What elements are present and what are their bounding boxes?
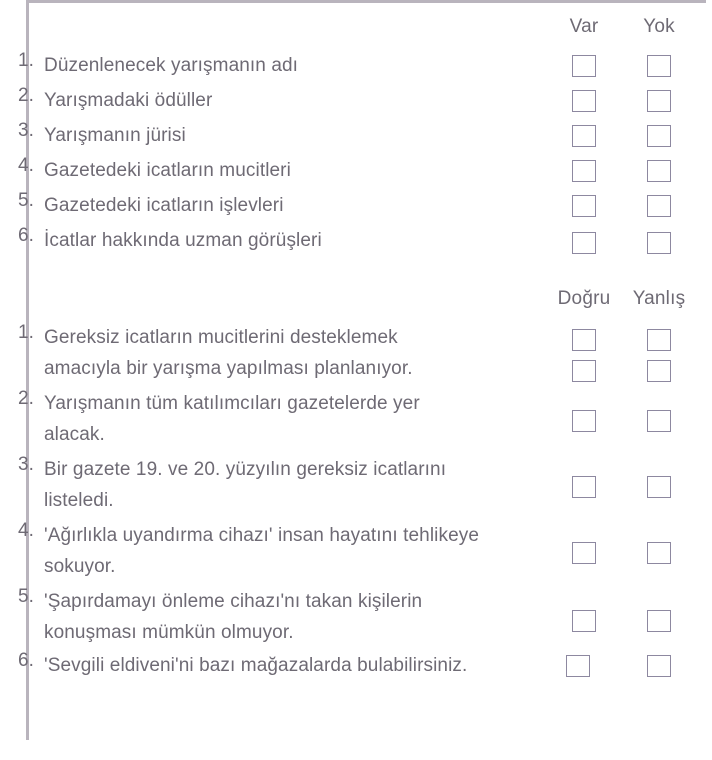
checkbox-dogru[interactable]: [572, 542, 596, 564]
row-text-line2: alacak.: [44, 424, 105, 445]
section-dogru-yanlis: [0, 288, 712, 676]
header-yanlis: Yanlış: [632, 288, 686, 309]
row-number: 5.: [18, 190, 34, 211]
section-var-yok: [0, 16, 712, 251]
checkbox-dogru[interactable]: [566, 655, 590, 677]
row-text-line2: listeledi.: [44, 490, 114, 511]
row-number: 2.: [18, 85, 34, 106]
table-row: [0, 322, 712, 384]
table-row: [0, 85, 712, 116]
checkbox-yanlis-alt[interactable]: [647, 360, 671, 382]
row-text: Düzenlenecek yarışmanın adı: [44, 55, 299, 76]
checkbox-dogru[interactable]: [572, 610, 596, 632]
row-text-line1: Gereksiz icatların mucitlerini desteklemek: [44, 327, 398, 348]
table-row: [0, 155, 712, 186]
checkbox-yanlis[interactable]: [647, 410, 671, 432]
header-dogru: Doğru: [557, 288, 611, 309]
checkbox-yok[interactable]: [647, 125, 671, 147]
table-row: [0, 520, 712, 582]
row-text: İcatlar hakkında uzman görüşleri: [44, 230, 322, 251]
row-number: 4.: [18, 520, 34, 541]
row-text-line2: konuşması mümkün olmuyor.: [44, 622, 294, 643]
header-var: Var: [569, 16, 599, 37]
checkbox-dogru-alt[interactable]: [572, 360, 596, 382]
checkbox-var[interactable]: [572, 232, 596, 254]
checkbox-var[interactable]: [572, 160, 596, 182]
checkbox-yanlis[interactable]: [647, 610, 671, 632]
row-text-line1: 'Sevgili eldiveni'ni bazı mağazalarda bulabilirsiniz.: [44, 655, 468, 676]
checkbox-dogru[interactable]: [572, 410, 596, 432]
row-number: 2.: [18, 388, 34, 409]
row-number: 6.: [18, 225, 34, 246]
checkbox-dogru[interactable]: [572, 329, 596, 351]
section2-header-row: [0, 288, 712, 316]
header-yok: Yok: [643, 16, 675, 37]
table-row: [0, 650, 712, 684]
checkbox-yanlis[interactable]: [647, 329, 671, 351]
section1-header-row: [0, 16, 712, 44]
row-text-line1: Yarışmanın tüm katılımcıları gazetelerde yer: [44, 393, 420, 414]
row-number: 3.: [18, 120, 34, 141]
table-row: [0, 120, 712, 151]
checkbox-var[interactable]: [572, 125, 596, 147]
row-text-line2: sokuyor.: [44, 556, 116, 577]
row-text-line1: Bir gazete 19. ve 20. yüzyılın gereksiz icatlarını: [44, 459, 447, 480]
checkbox-var[interactable]: [572, 90, 596, 112]
row-text: Yarışmanın jürisi: [44, 125, 186, 146]
table-row: [0, 225, 712, 256]
table-row: [0, 50, 712, 81]
row-text: Gazetedeki icatların mucitleri: [44, 160, 291, 181]
checkbox-yok[interactable]: [647, 160, 671, 182]
table-row: [0, 454, 712, 516]
checkbox-dogru[interactable]: [572, 476, 596, 498]
row-text: Gazetedeki icatların işlevleri: [44, 195, 284, 216]
table-row: [0, 586, 712, 648]
checkbox-yok[interactable]: [647, 232, 671, 254]
table-row: [0, 190, 712, 221]
row-number: 3.: [18, 454, 34, 475]
row-text-line2: amacıyla bir yarışma yapılması planlanıyor.: [44, 358, 413, 379]
row-text: Yarışmadaki ödüller: [44, 90, 213, 111]
row-number: 1.: [18, 50, 34, 71]
top-divider: [26, 0, 706, 3]
checkbox-yok[interactable]: [647, 90, 671, 112]
checkbox-var[interactable]: [572, 195, 596, 217]
checkbox-yanlis[interactable]: [647, 655, 671, 677]
checkbox-yanlis[interactable]: [647, 476, 671, 498]
checkbox-yok[interactable]: [647, 195, 671, 217]
row-text-line1: 'Ağırlıkla uyandırma cihazı' insan hayatını tehlikeye: [44, 525, 479, 546]
checkbox-yok[interactable]: [647, 55, 671, 77]
checkbox-var[interactable]: [572, 55, 596, 77]
row-number: 6.: [18, 650, 34, 671]
checkbox-yanlis[interactable]: [647, 542, 671, 564]
table-row: [0, 388, 712, 450]
row-text-line1: 'Şapırdamayı önleme cihazı'nı takan kişilerin: [44, 591, 423, 612]
row-number: 4.: [18, 155, 34, 176]
row-number: 5.: [18, 586, 34, 607]
row-number: 1.: [18, 322, 34, 343]
